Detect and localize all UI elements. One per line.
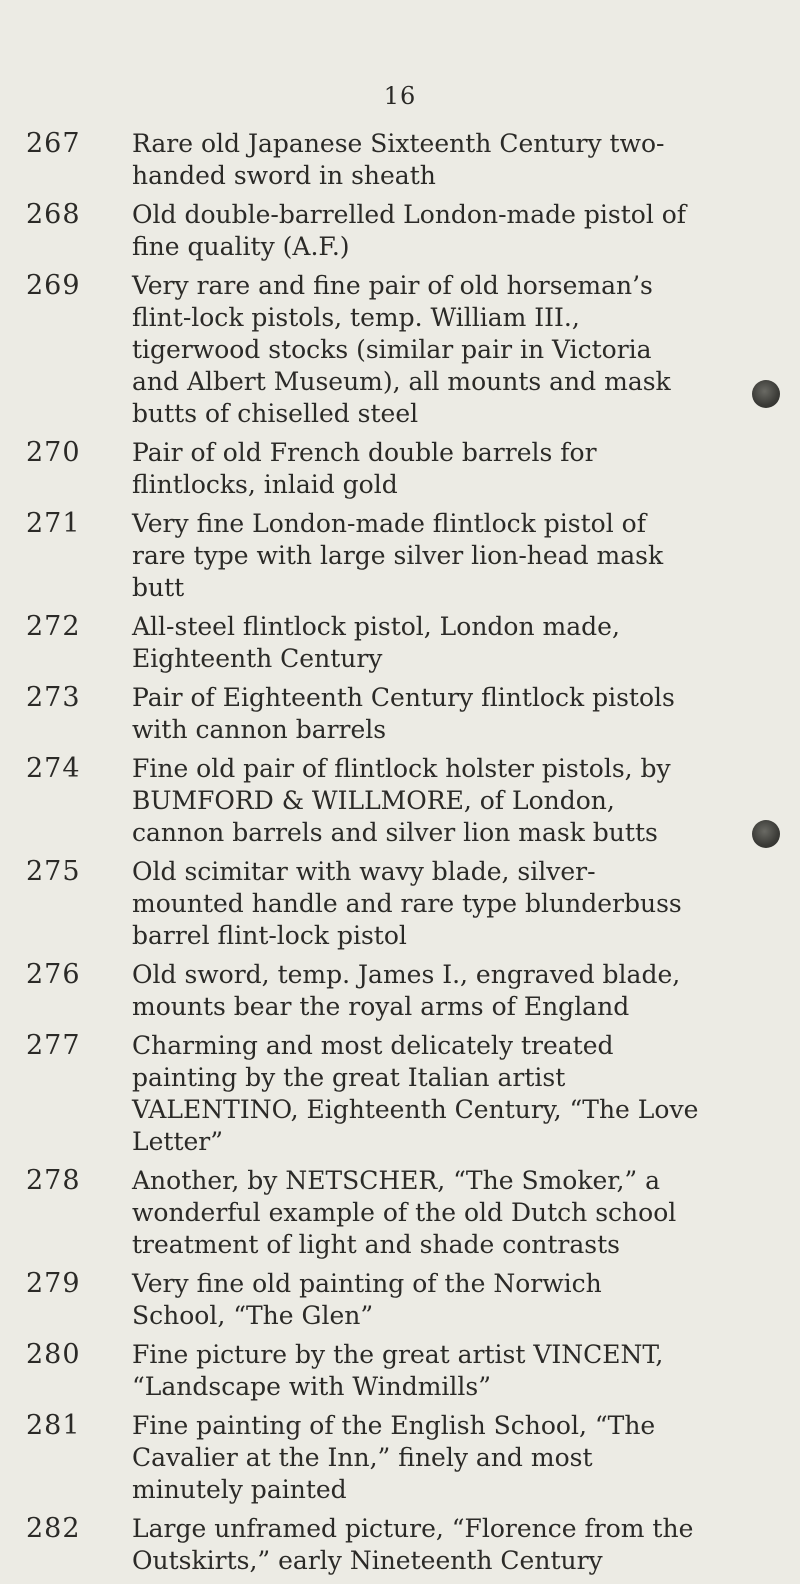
lot-number: 280 xyxy=(26,1339,81,1370)
lot-description: All-steel flintlock pistol, London made, Eighteenth Century xyxy=(132,612,620,673)
lot-number: 282 xyxy=(26,1513,81,1544)
lot-number: 267 xyxy=(26,128,81,159)
lot-description: Pair of old French double barrels for flintlocks, inlaid gold xyxy=(132,438,597,499)
lot-entry xyxy=(0,1030,800,1158)
binding-hole-mark xyxy=(752,380,780,408)
lot-entry xyxy=(0,959,800,1023)
lot-number: 275 xyxy=(26,856,81,887)
catalogue-list xyxy=(0,128,800,1584)
lot-number: 279 xyxy=(26,1268,81,1299)
lot-description: Old double-barrelled London-made pistol of fine quality (A.F.) xyxy=(132,200,687,261)
lot-entry xyxy=(0,682,800,746)
lot-description: Rare old Japanese Sixteenth Century two-handed sword in sheath xyxy=(132,129,665,190)
lot-description: Old scimitar with wavy blade, silver-mounted handle and rare type blunderbuss barrel flint-lock pistol xyxy=(132,857,682,950)
lot-number: 281 xyxy=(26,1410,81,1441)
lot-description: Pair of Eighteenth Century flintlock pistols with cannon barrels xyxy=(132,683,675,744)
lot-number: 277 xyxy=(26,1030,81,1061)
lot-description: Very fine London-made flintlock pistol of rare type with large silver lion-head mask butt xyxy=(132,509,664,602)
lot-entry xyxy=(0,270,800,430)
lot-number: 276 xyxy=(26,959,81,990)
lot-entry xyxy=(0,1513,800,1577)
lot-entry xyxy=(0,1165,800,1261)
lot-number: 268 xyxy=(26,199,81,230)
binding-hole-mark xyxy=(752,820,780,848)
lot-description: Large unframed picture, “Florence from the Outskirts,” early Nineteenth Century xyxy=(132,1514,694,1575)
lot-number: 271 xyxy=(26,508,81,539)
lot-number: 270 xyxy=(26,437,81,468)
lot-number: 269 xyxy=(26,270,81,301)
lot-number: 278 xyxy=(26,1165,81,1196)
lot-entry xyxy=(0,856,800,952)
lot-entry xyxy=(0,1339,800,1403)
lot-description: Old sword, temp. James I., engraved blade, mounts bear the royal arms of England xyxy=(132,960,681,1021)
lot-entry xyxy=(0,437,800,501)
lot-number: 274 xyxy=(26,753,81,784)
lot-entry xyxy=(0,1410,800,1506)
lot-number: 272 xyxy=(26,611,81,642)
lot-entry xyxy=(0,508,800,604)
lot-description: Fine old pair of flintlock holster pistols, by BUMFORD & WILLMORE, of London, cannon barrels and silver lion mask butts xyxy=(132,754,671,847)
lot-entry xyxy=(0,611,800,675)
lot-entry xyxy=(0,199,800,263)
lot-description: Charming and most delicately treated painting by the great Italian artist VALENTINO, Eighteenth Century, “The Love Letter” xyxy=(132,1031,699,1156)
lot-number: 273 xyxy=(26,682,81,713)
lot-description: Very fine old painting of the Norwich School, “The Glen” xyxy=(132,1269,602,1330)
lot-entry xyxy=(0,1268,800,1332)
lot-description: Another, by NETSCHER, “The Smoker,” a wonderful example of the old Dutch school treatment of light and shade contrasts xyxy=(132,1166,677,1259)
lot-description: Very rare and fine pair of old horseman’s flint-lock pistols, temp. William III., tigerwood stocks (similar pair in Victoria and Albert Museum), all mounts and mask butts of chiselled steel xyxy=(132,271,671,428)
lot-entry xyxy=(0,128,800,192)
lot-entry xyxy=(0,753,800,849)
page-number: 16 xyxy=(383,82,417,110)
lot-description: Fine picture by the great artist VINCENT, “Landscape with Windmills” xyxy=(132,1340,664,1401)
lot-description: Fine painting of the English School, “The Cavalier at the Inn,” finely and most minutely painted xyxy=(132,1411,656,1504)
